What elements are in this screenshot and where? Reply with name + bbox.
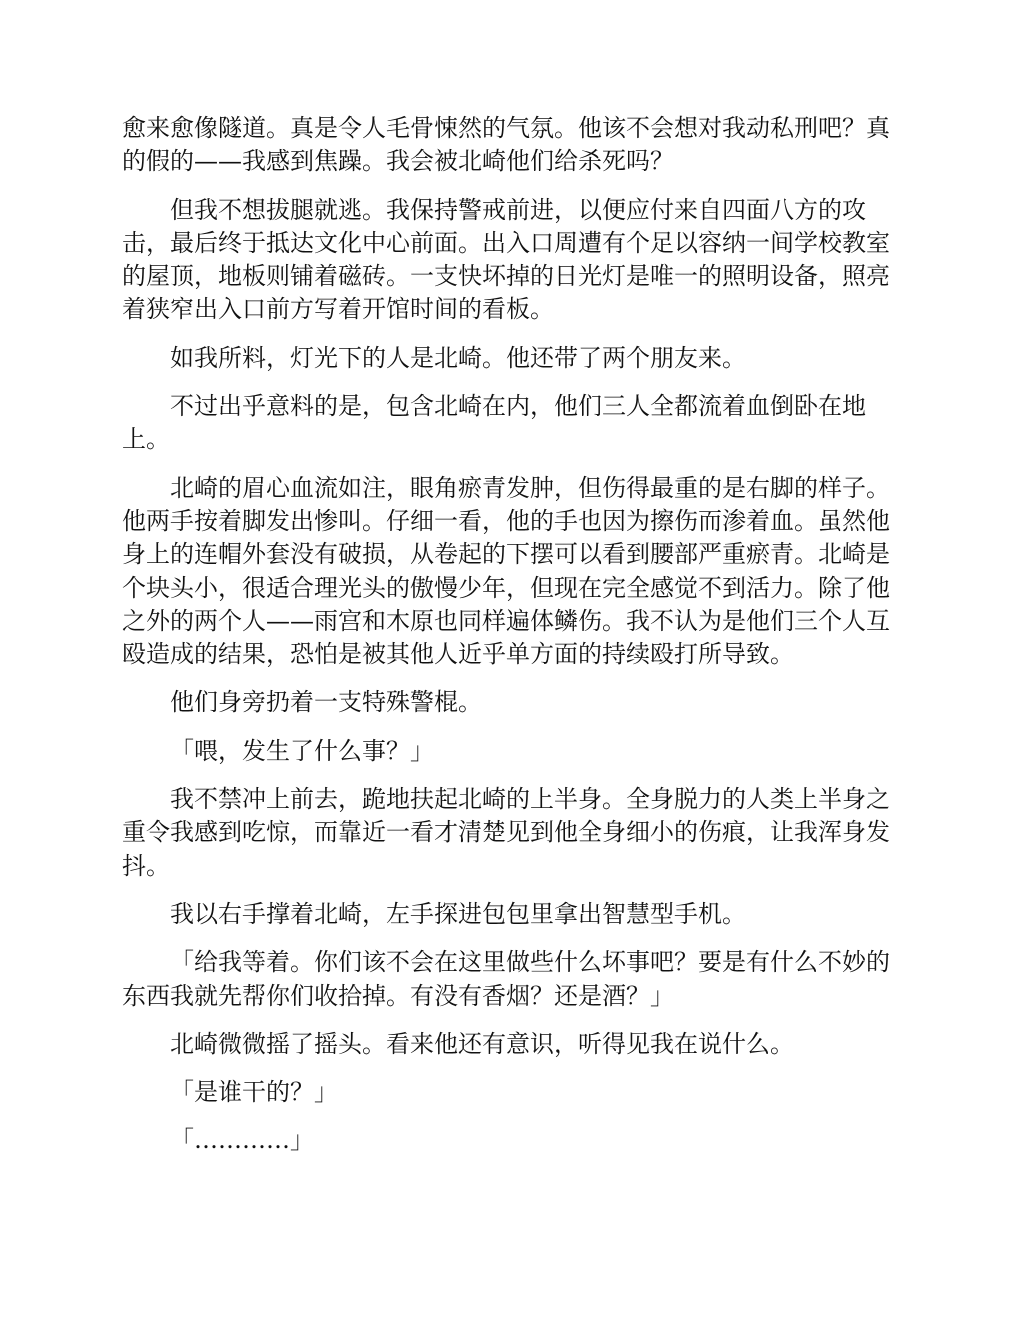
paragraph: 北崎的眉心血流如注，眼角瘀青发肿，但伤得最重的是右脚的样子。他两手按着脚发出惨叫。仔细一看，他的手也因为擦伤而渗着血。虽然他身上的连帽外套没有破损，从卷起的下摆可以看到腰部严重瘀青。北崎是个块头小，很适合理光头的傲慢少年，但现在完全感觉不到活力。除了他之外的两个人——雨宫和木原也同样遍体鳞伤。我不认为是他们三个人互殴造成的结果，恐怕是被其他人近乎单方面的持续殴打所导致。 [122,473,890,669]
paragraph: 愈来愈像隧道。真是令人毛骨悚然的气氛。他该不会想对我动私刑吧？真的假的——我感到焦躁。我会被北崎他们给杀死吗？ [122,114,890,176]
paragraph: 他们身旁扔着一支特殊警棍。 [170,688,482,717]
paragraph: 如我所料，灯光下的人是北崎。他还带了两个朋友来。 [170,343,746,372]
paragraph: 我不禁冲上前去，跪地扶起北崎的上半身。全身脱力的人类上半身之重令我感到吃惊，而靠近一看才清楚见到他全身细小的伤痕，让我浑身发抖。 [122,785,890,880]
dialogue-line: 「喂，发生了什么事？」 [170,736,434,765]
dialogue-line: 「…………」 [170,1126,314,1155]
paragraph: 北崎微微摇了摇头。看来他还有意识，听得见我在说什么。 [170,1029,794,1058]
paragraph: 但我不想拔腿就逃。我保持警戒前进，以便应付来自四面八方的攻击，最后终于抵达文化中心前面。出入口周遭有个足以容纳一间学校教室的屋顶，地板则铺着磁砖。一支快坏掉的日光灯是唯一的照明设备，照亮着狭窄出入口前方写着开馆时间的看板。 [122,195,890,324]
page-body [122,112,900,1173]
dialogue-line: 「给我等着。你们该不会在这里做些什么坏事吧？要是有什么不妙的东西我就先帮你们收拾掉。有没有香烟？还是酒？」 [122,948,890,1010]
dialogue-line: 「是谁干的？」 [170,1078,338,1107]
paragraph: 我以右手撑着北崎，左手探进包包里拿出智慧型手机。 [170,899,746,928]
paragraph: 不过出乎意料的是，包含北崎在内，他们三人全都流着血倒卧在地上。 [122,392,866,454]
